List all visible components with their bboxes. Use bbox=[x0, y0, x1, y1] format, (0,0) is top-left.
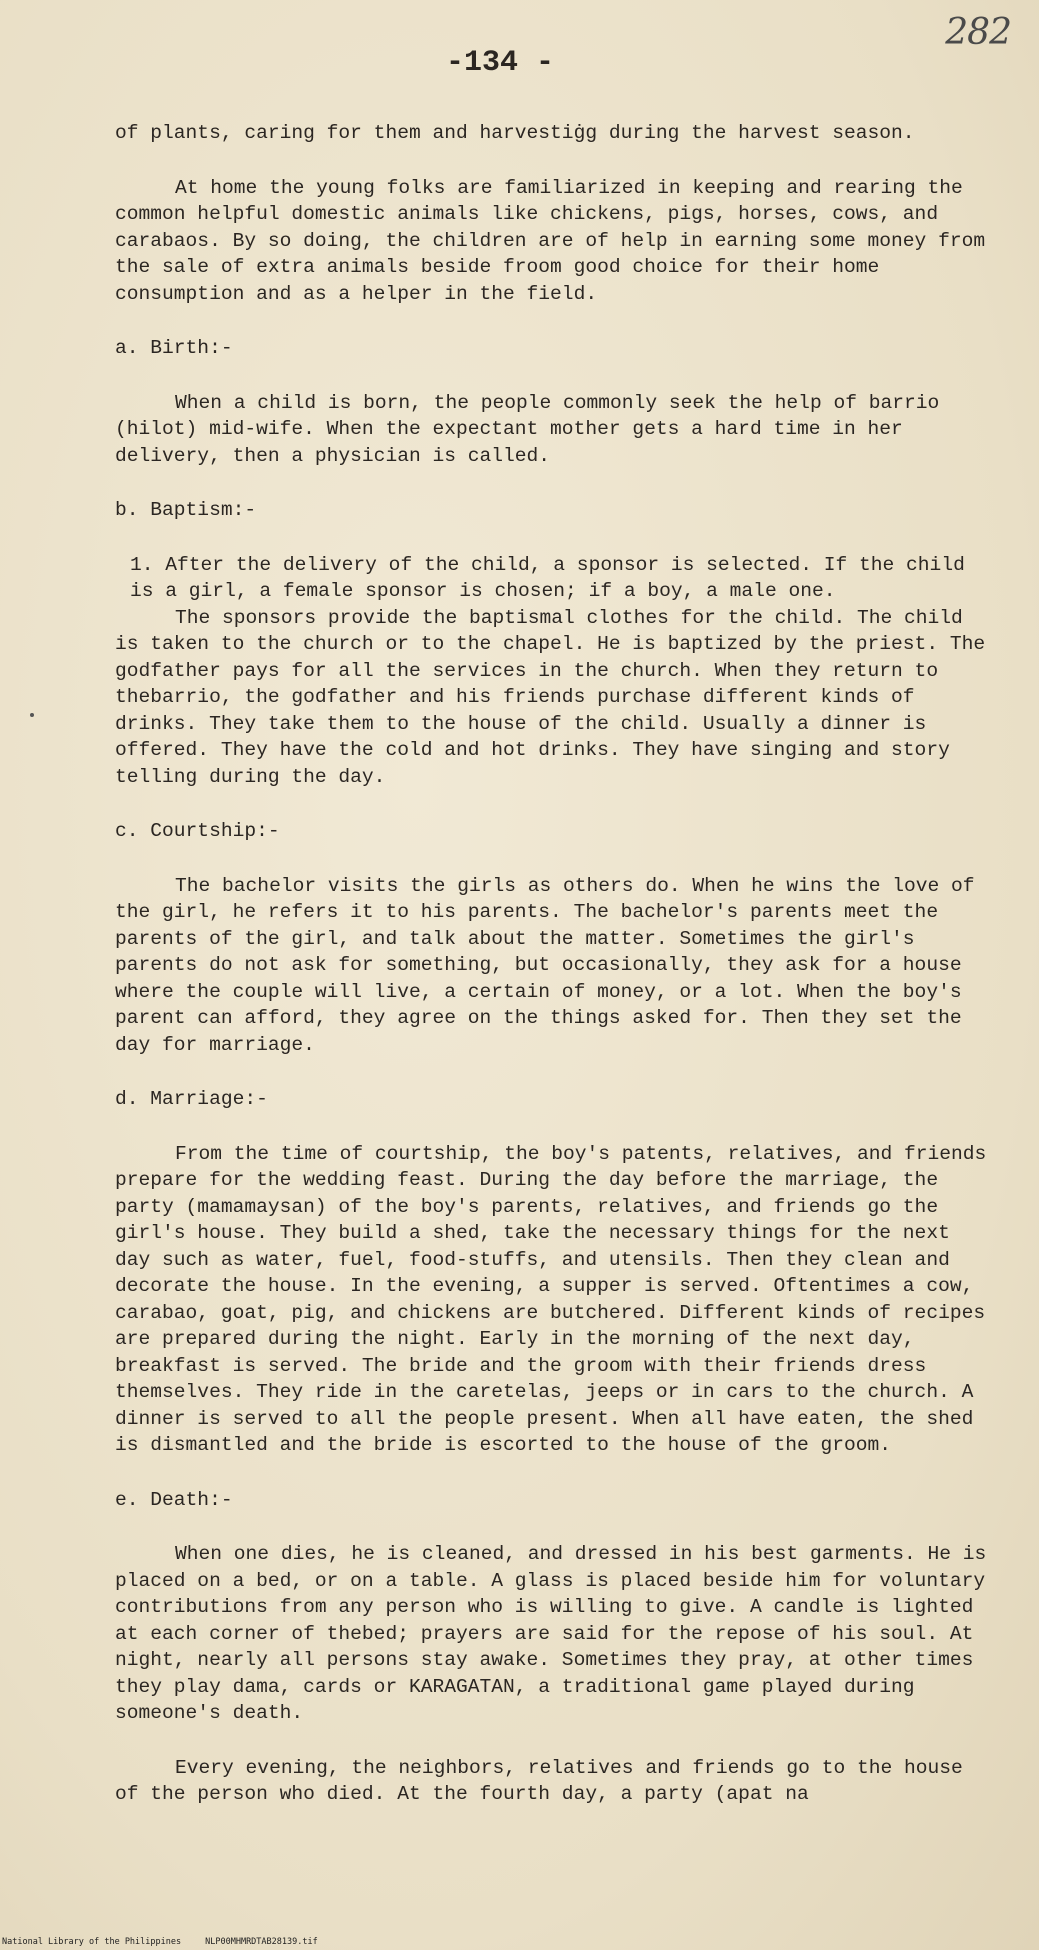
scan-footer bbox=[2, 1937, 318, 1947]
page-number: -134 - bbox=[445, 46, 555, 80]
intro-continuation: of plants, caring for them and harvestiġg during the harvest season. bbox=[115, 122, 915, 144]
handwritten-page-annotation: 282 bbox=[945, 12, 1011, 53]
baptism-item-1: 1. After the delivery of the child, a sponsor is selected. If the child is a girl, a female sponsor is chosen; if a boy, a male one. bbox=[130, 553, 965, 602]
baptism-numbered-item bbox=[115, 552, 995, 605]
death-heading: e. Death:- bbox=[115, 1488, 233, 1511]
marriage-text: From the time of courtship, the boy's patents, relatives, and friends prepare for the wedding feast. During the day before the marriage, the party (mamamaysan) of the boy's parents, relatives, and friends go the girl's house. They build a shed, take the necessary things for the next day such as water, fuel, food-stuffs, and utensils. Then they clean and decorate the house. In the evening, a supper is served. Oftentimes a cow, carabao, goat, pig, and chickens are butchered. Different kinds of recipes are prepared during the night. Early in the morning of the next day, breakfast is served. The bride and the groom with their friends dress themselves. They ride in the caretelas, jeeps or in cars to the church. A dinner is served to all the people present. When all have eaten, the shed is dismantled and the bride is escorted to the house of the groom. bbox=[115, 1142, 987, 1456]
footer-file: NLP00MHMRDTAB28139.tif bbox=[205, 1937, 318, 1947]
footer-library: National Library of the Philippines bbox=[2, 1937, 182, 1947]
death-text-continued: Every evening, the neighbors, relatives and friends go to the house of the person who died. At the fourth day, a party (apat na bbox=[115, 1756, 963, 1805]
death-text: When one dies, he is cleaned, and dressed in his best garments. He is placed on a bed, or on a table. A glass is placed beside him for voluntary contributions from any person who is willing to give. A candle is lighted at each corner of thebed; prayers are said for the repose of his soul. At night, nearly all persons stay awake. Sometimes they pray, at other times they play dama, cards or KARAGATAN, a traditional game played during someone's death. bbox=[115, 1543, 987, 1724]
document-body bbox=[115, 120, 995, 1808]
baptism-text: The sponsors provide the baptismal clothes for the child. The child is taken to the church or to the chapel. He is baptized by the priest. The godfather pays for all the services in the church. When they return to thebarrio, the godfather and his friends purchase different kinds of drinks. They take them to the house of the child. Usually a dinner is offered. They have the cold and hot drinks. They have singing and story telling during the day. bbox=[115, 606, 986, 788]
birth-heading: a. Birth:- bbox=[115, 337, 233, 359]
intro-paragraph: At home the young folks are familiarized in keeping and rearing the common helpful domestic animals like chickens, pigs, horses, cows, and carabaos. By so doing, the children are of help in earning some money from the sale of extra animals beside froom good choice for their home consumption and as a helper in the field. bbox=[115, 176, 986, 305]
courtship-heading: c. Courtship:- bbox=[115, 820, 280, 842]
courtship-text: The bachelor visits the girls as others do. When he wins the love of the girl, he refers it to his parents. The bachelor's parents meet the parents of the girl, and talk about the matter. Sometimes the girl's parents do not ask for something, but occasionally, they ask for a house where the couple will live, a certain of money, or a lot. When the boy's parent can afford, they agree on the things asked for. Then they set the day for marriage. bbox=[115, 874, 975, 1056]
birth-text: When a child is born, the people commonly seek the help of barrio (hilot) mid-wife. When the expectant mother gets a hard time in her delivery, then a physician is called. bbox=[115, 391, 940, 467]
stray-mark bbox=[30, 713, 34, 717]
marriage-heading: d. Marriage:- bbox=[115, 1088, 268, 1110]
baptism-heading: b. Baptism:- bbox=[115, 499, 257, 521]
